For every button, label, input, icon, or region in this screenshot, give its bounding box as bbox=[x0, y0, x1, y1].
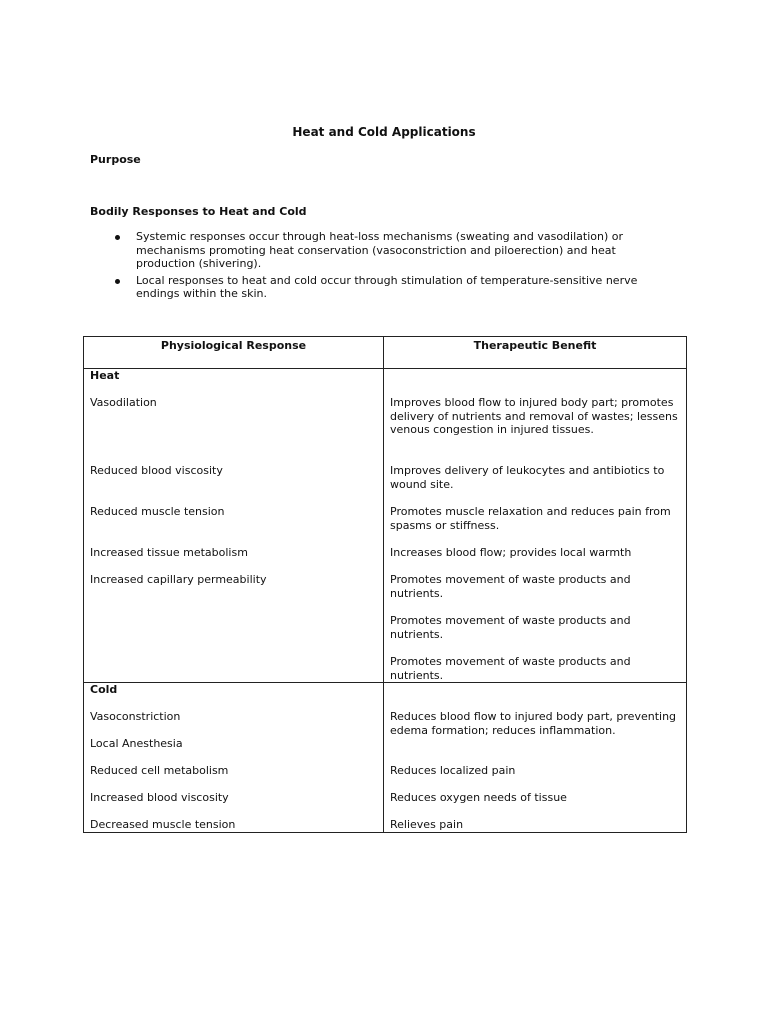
cold-response-item: Vasoconstriction bbox=[90, 710, 181, 723]
header-therapeutic-benefit: Therapeutic Benefit bbox=[384, 337, 687, 369]
cold-benefit-item: Reduces blood flow to injured body part, preventing edema formation; reduces inflammation. bbox=[390, 710, 677, 737]
cold-group-row bbox=[84, 683, 687, 833]
bullet-item bbox=[110, 230, 670, 271]
cold-response-item: Reduced cell metabolism bbox=[90, 764, 229, 777]
cold-benefit-item: Reduces localized pain bbox=[390, 764, 516, 777]
purpose-heading: Purpose bbox=[90, 153, 141, 166]
heat-benefit-item: Increases blood flow; provides local warmth bbox=[390, 546, 632, 559]
cold-benefit-spacer bbox=[390, 683, 680, 710]
heat-response-item: Increased tissue metabolism bbox=[90, 546, 248, 559]
heat-benefit-item: Promotes movement of waste products and nutrients. bbox=[390, 573, 631, 600]
document-title: Heat and Cold Applications bbox=[292, 125, 476, 139]
bullet-text: Local responses to heat and cold occur through stimulation of temperature-sensitive nerve endings within the skin. bbox=[136, 273, 638, 300]
heat-group-row bbox=[84, 369, 687, 683]
heat-benefit-item: Improves blood flow to injured body part; promotes delivery of nutrients and removal of wastes; lessens venous congestion in injured tissues. bbox=[390, 396, 678, 436]
section-heading: Bodily Responses to Heat and Cold bbox=[90, 205, 307, 218]
heat-benefit-spacer bbox=[390, 369, 680, 396]
header-physiological-response: Physiological Response bbox=[84, 337, 384, 369]
heat-response-item: Reduced muscle tension bbox=[90, 505, 225, 518]
heat-benefit-item: Promotes muscle relaxation and reduces pain from spasms or stiffness. bbox=[390, 505, 671, 532]
heat-response-item: Reduced blood viscosity bbox=[90, 464, 223, 477]
table-header-row bbox=[84, 337, 687, 369]
cold-responses-cell bbox=[84, 683, 384, 833]
cold-benefit-item: Relieves pain bbox=[390, 818, 464, 831]
heat-benefit-item: Improves delivery of leukocytes and antibiotics to wound site. bbox=[390, 464, 665, 491]
heat-benefits-cell bbox=[384, 369, 687, 683]
heat-benefit-item: Promotes movement of waste products and nutrients. bbox=[390, 614, 631, 641]
cold-benefits-cell bbox=[384, 683, 687, 833]
bullet-text: Systemic responses occur through heat-loss mechanisms (sweating and vasodilation) or mechanisms promoting heat conservation (vasoconstriction and piloerection) and heat production (shivering). bbox=[136, 230, 623, 270]
cold-response-item: Decreased muscle tension bbox=[90, 818, 236, 831]
heat-response-item: Vasodilation bbox=[90, 396, 157, 409]
bullet-list bbox=[110, 230, 670, 304]
cold-group-label: Cold bbox=[90, 683, 118, 696]
heat-group-label: Heat bbox=[90, 369, 120, 382]
cold-benefit-item: Reduces oxygen needs of tissue bbox=[390, 791, 567, 804]
cold-response-item: Local Anesthesia bbox=[90, 737, 183, 750]
cold-response-item: Increased blood viscosity bbox=[90, 791, 229, 804]
heat-response-item: Increased capillary permeability bbox=[90, 573, 267, 586]
bullet-dot-icon bbox=[115, 279, 120, 284]
heat-responses-cell bbox=[84, 369, 384, 683]
heat-benefit-item: Promotes movement of waste products and nutrients. bbox=[390, 655, 631, 682]
bullet-item bbox=[110, 274, 670, 301]
bullet-dot-icon bbox=[115, 235, 120, 240]
responses-table bbox=[83, 336, 687, 833]
